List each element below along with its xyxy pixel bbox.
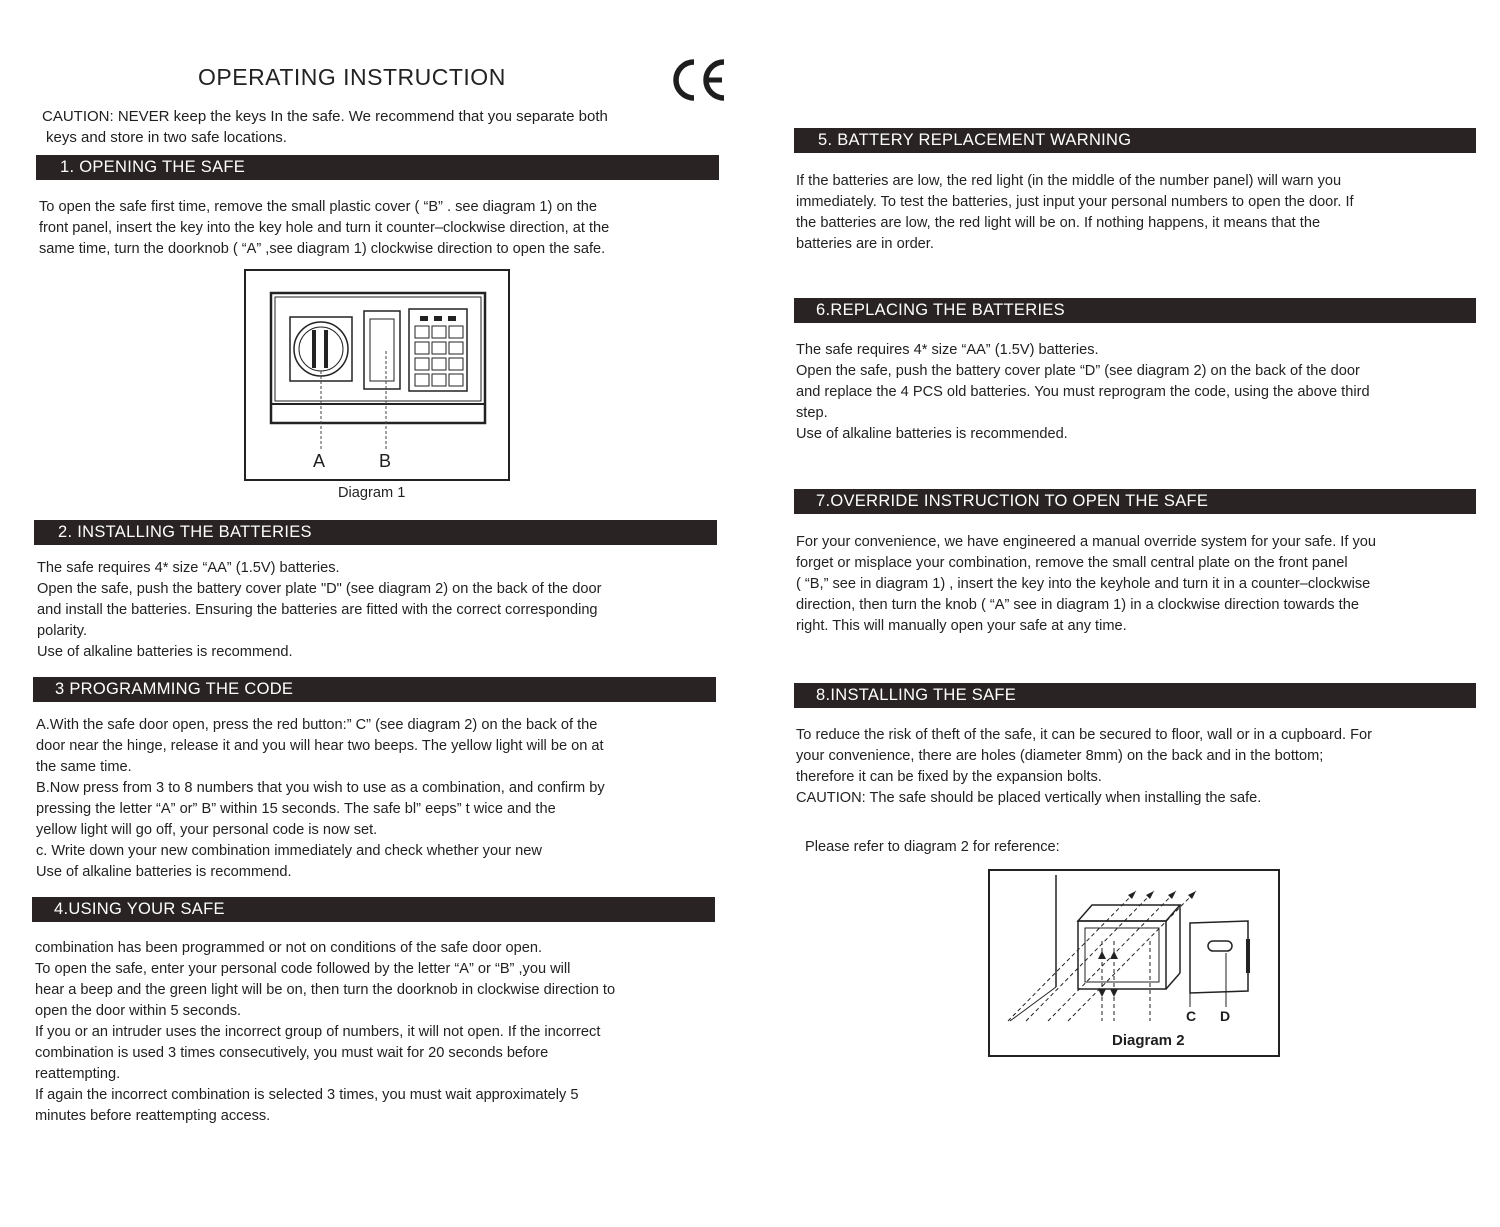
paragraph-line: therefore it can be fixed by the expansion bolts.	[796, 769, 1102, 785]
paragraph-line: The safe requires 4* size “AA” (1.5V) batteries.	[796, 342, 1099, 358]
paragraph-line: front panel, insert the key into the key hole and turn it counter–clockwise direction, at the	[39, 220, 610, 236]
section-8-body	[796, 725, 1486, 809]
paragraph-line: your convenience, there are holes (diameter 8mm) on the back and in the bottom;	[796, 748, 1324, 764]
section-7-heading: 7.OVERRIDE INSTRUCTION TO OPEN THE SAFE	[794, 489, 1476, 514]
paragraph-line: door near the hinge, release it and you will hear two beeps. The yellow light will be on at	[36, 738, 604, 754]
diagram-2-label-c: C	[1186, 1008, 1197, 1024]
section-1-body	[39, 197, 729, 260]
paragraph-line: To open the safe first time, remove the small plastic cover ( “B” . see diagram 1) on the	[39, 199, 598, 215]
section-3-heading: 3 PROGRAMMING THE CODE	[33, 677, 716, 702]
paragraph-line: hear a beep and the green light will be on, then turn the doorknob in clockwise direction to	[35, 982, 616, 998]
section-1-heading: 1. OPENING THE SAFE	[36, 155, 719, 180]
section-3-body	[36, 715, 726, 883]
section-8-heading: 8.INSTALLING THE SAFE	[794, 683, 1476, 708]
paragraph-line: right. This will manually open your safe at any time.	[796, 618, 1127, 634]
paragraph-line: Use of alkaline batteries is recommended.	[796, 426, 1068, 442]
paragraph-line: open the door within 5 seconds.	[35, 1003, 242, 1019]
paragraph-line: minutes before reattempting access.	[35, 1108, 271, 1124]
paragraph-line: To reduce the risk of theft of the safe, it can be secured to floor, wall or in a cupboard. For	[796, 727, 1372, 743]
paragraph-line: ( “B,” see in diagram 1) , insert the key into the keyhole and turn it in a counter–clockwise	[796, 576, 1371, 592]
paragraph-line: If you or an intruder uses the incorrect group of numbers, it will not open. If the incorrect	[35, 1024, 601, 1040]
section-6-heading: 6.REPLACING THE BATTERIES	[794, 298, 1476, 323]
paragraph-line: Open the safe, push the battery cover plate "D" (see diagram 2) on the back of the door	[37, 581, 602, 597]
paragraph-line: Use of alkaline batteries is recommend.	[37, 644, 293, 660]
diagram-1-caption: Diagram 1	[338, 485, 406, 501]
paragraph-line: If the batteries are low, the red light (in the middle of the number panel) will warn you	[796, 173, 1342, 189]
ce-mark-logo	[664, 54, 730, 106]
diagram-2-reference: Please refer to diagram 2 for reference:	[805, 839, 1060, 855]
section-5-body	[796, 171, 1486, 255]
caution-intro	[42, 106, 722, 148]
paragraph-line: combination has been programmed or not on conditions of the safe door open.	[35, 940, 543, 956]
paragraph-line: reattempting.	[35, 1066, 121, 1082]
paragraph-line: yellow light will go off, your personal code is now set.	[36, 822, 378, 838]
paragraph-line: step.	[796, 405, 828, 421]
paragraph-line: and install the batteries. Ensuring the batteries are fitted with the correct corresponding	[37, 602, 598, 618]
paragraph-line: immediately. To test the batteries, just input your personal numbers to open the door. If	[796, 194, 1354, 210]
diagram-2-caption: Diagram 2	[1112, 1032, 1185, 1049]
caution-line: CAUTION: NEVER keep the keys In the safe. We recommend that you separate both	[42, 108, 608, 125]
paragraph-line: The safe requires 4* size “AA” (1.5V) batteries.	[37, 560, 340, 576]
section-2-body	[37, 558, 727, 663]
paragraph-line: combination is used 3 times consecutively, you must wait for 20 seconds before	[35, 1045, 549, 1061]
diagram-1-label-b: B	[379, 451, 392, 471]
diagram-2-label-d: D	[1220, 1008, 1231, 1024]
section-6-body	[796, 340, 1486, 445]
diagram-1	[244, 269, 510, 481]
safe-installation-illustration	[990, 871, 1278, 1055]
paragraph-line: polarity.	[37, 623, 88, 639]
paragraph-line: and replace the 4 PCS old batteries. You must reprogram the code, using the above third	[796, 384, 1370, 400]
paragraph-line: Use of alkaline batteries is recommend.	[36, 864, 292, 880]
paragraph-line: To open the safe, enter your personal code followed by the letter “A” or “B” ,you will	[35, 961, 571, 977]
paragraph-line: same time, turn the doorknob ( “A” ,see diagram 1) clockwise direction to open the safe.	[39, 241, 606, 257]
paragraph-line: A.With the safe door open, press the red button:” C” (see diagram 2) on the back of the	[36, 717, 598, 733]
safe-front-panel-illustration	[246, 271, 508, 479]
diagram-2	[988, 869, 1280, 1057]
paragraph-line: forget or misplace your combination, remove the small central plate on the front panel	[796, 555, 1348, 571]
paragraph-line: the batteries are low, the red light will be on. If nothing happens, it means that the	[796, 215, 1321, 231]
section-7-body	[796, 532, 1486, 637]
paragraph-line: c. Write down your new combination immediately and check whether your new	[36, 843, 542, 859]
paragraph-line: For your convenience, we have engineered a manual override system for your safe. If you	[796, 534, 1377, 550]
paragraph-line: the same time.	[36, 759, 132, 775]
paragraph-line: B.Now press from 3 to 8 numbers that you wish to use as a combination, and confirm by	[36, 780, 605, 796]
paragraph-line: Open the safe, push the battery cover plate “D” (see diagram 2) on the back of the door	[796, 363, 1360, 379]
page-title: OPERATING INSTRUCTION	[198, 64, 506, 90]
paragraph-line: batteries are in order.	[796, 236, 934, 252]
paragraph-line: If again the incorrect combination is selected 3 times, you must wait approximately 5	[35, 1087, 579, 1103]
section-4-heading: 4.USING YOUR SAFE	[32, 897, 715, 922]
section-2-heading: 2. INSTALLING THE BATTERIES	[34, 520, 717, 545]
paragraph-line: CAUTION: The safe should be placed vertically when installing the safe.	[796, 790, 1262, 806]
caution-line: keys and store in two safe locations.	[46, 129, 287, 146]
diagram-1-label-a: A	[313, 451, 326, 471]
section-5-heading: 5. BATTERY REPLACEMENT WARNING	[794, 128, 1476, 153]
section-4-body	[35, 938, 725, 1127]
paragraph-line: direction, then turn the knob ( “A” see in diagram 1) in a clockwise direction towards the	[796, 597, 1359, 613]
paragraph-line: pressing the letter “A” or” B” within 15 seconds. The safe bl” eeps” t wice and the	[36, 801, 556, 817]
